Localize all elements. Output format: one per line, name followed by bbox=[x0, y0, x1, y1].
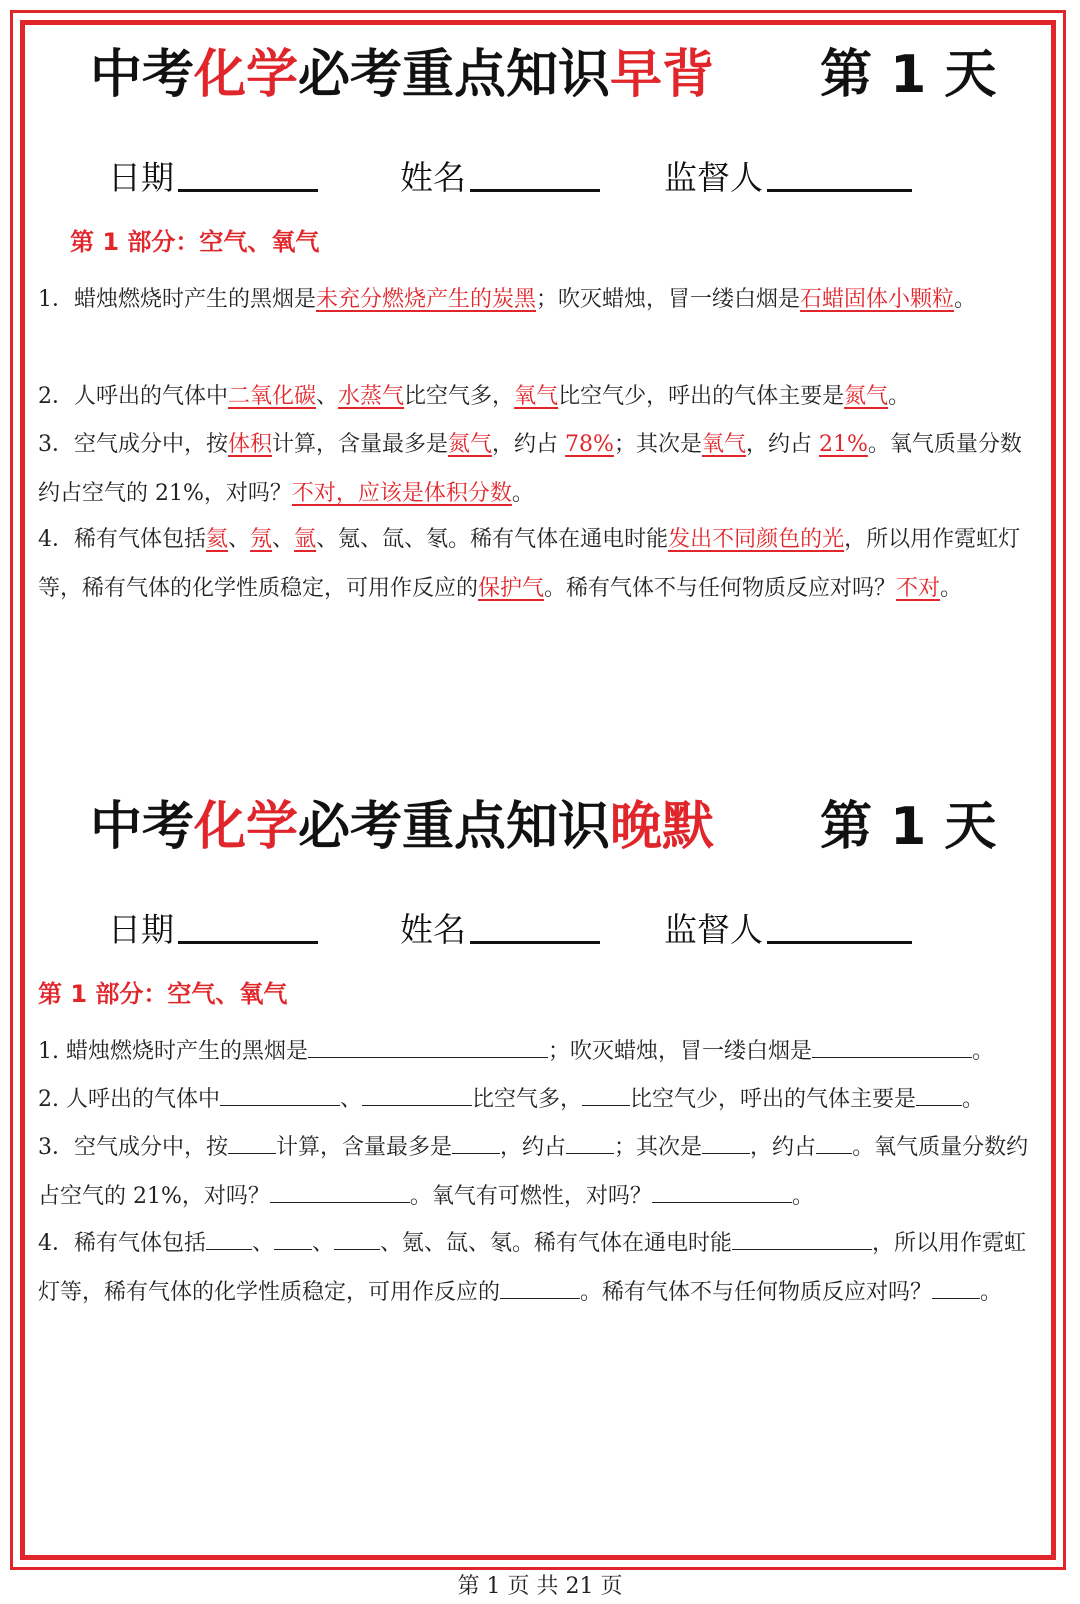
fill-blank[interactable] bbox=[334, 1223, 380, 1250]
title-text: 中考 bbox=[90, 45, 195, 105]
fill-blank[interactable] bbox=[816, 1127, 852, 1154]
fill-blank[interactable] bbox=[812, 1031, 972, 1058]
answer: 21% bbox=[818, 432, 868, 457]
section-heading: 第 1 部分：空气、氧气 bbox=[38, 980, 288, 1008]
morning-question-1: 1．蜡烛燃烧时产生的黑烟是未充分燃烧产生的炭黑；吹灭蜡烛，冒一缕白烟是石蜡固体小颗粒。 bbox=[38, 287, 977, 312]
fill-blank[interactable] bbox=[702, 1127, 750, 1154]
date-label: 日期 bbox=[108, 910, 174, 949]
morning-question-4: 4．稀有气体包括氦、氖、氩、氪、氙、氡。稀有气体在通电时能发出不同颜色的光，所以用作霓虹灯等，稀有气体的化学性质稳定，可用作反应的保护气。稀有气体不与任何物质反应对吗？不对。 bbox=[38, 527, 1021, 601]
answer: 氦 bbox=[206, 527, 229, 552]
supervisor-label: 监督人 bbox=[664, 910, 763, 949]
fill-blank[interactable] bbox=[362, 1079, 472, 1106]
fill-blank[interactable] bbox=[932, 1272, 980, 1299]
date-input-line[interactable] bbox=[178, 153, 318, 192]
answer: 氮气 bbox=[448, 432, 493, 457]
answer: 78% bbox=[565, 432, 614, 457]
day-label: 第 1 天 bbox=[820, 797, 997, 857]
supervisor-field bbox=[664, 905, 912, 955]
supervisor-label: 监督人 bbox=[664, 158, 763, 197]
fill-blank[interactable] bbox=[652, 1176, 792, 1203]
name-field bbox=[400, 153, 600, 203]
title-text-red: 化学 bbox=[194, 797, 299, 857]
supervisor-input-line[interactable] bbox=[767, 153, 912, 192]
fill-blank[interactable] bbox=[582, 1079, 630, 1106]
answer: 氖 bbox=[250, 527, 273, 552]
fill-blank[interactable] bbox=[452, 1127, 500, 1154]
fill-blank[interactable] bbox=[500, 1272, 580, 1299]
supervisor-field bbox=[664, 153, 912, 203]
answer: 二氧化碳 bbox=[228, 384, 317, 409]
morning-fields bbox=[108, 153, 1008, 203]
fill-blank[interactable] bbox=[308, 1031, 548, 1058]
fill-blank[interactable] bbox=[274, 1223, 312, 1250]
name-input-line[interactable] bbox=[470, 905, 600, 944]
title-text-red: 化学 bbox=[194, 45, 299, 105]
answer: 发出不同颜色的光 bbox=[668, 527, 845, 552]
evening-question-3: 3．空气成分中，按 计算，含量最多是 ，约占 ；其次是 ，约占 。氧气质量分数约占空气的 21%，对吗？ 。氧气有可燃性，对吗？ 。 bbox=[38, 1124, 1038, 1221]
date-field bbox=[108, 905, 318, 955]
name-field bbox=[400, 905, 600, 955]
evening-question-2: 2. 人呼出的气体中 、 比空气多， 比空气少，呼出的气体主要是 。 bbox=[38, 1076, 1038, 1125]
morning-question-2: 2．人呼出的气体中二氧化碳、水蒸气比空气多，氧气比空气少，呼出的气体主要是氮气。 bbox=[38, 384, 911, 409]
title-text: 必考重点知识 bbox=[298, 797, 611, 857]
morning-title bbox=[90, 40, 1050, 110]
evening-title bbox=[90, 792, 1050, 862]
fill-blank[interactable] bbox=[220, 1079, 340, 1106]
page-footer: 第 1 页 共 21 页 bbox=[457, 1574, 623, 1599]
fill-blank[interactable] bbox=[270, 1176, 410, 1203]
date-label: 日期 bbox=[108, 158, 174, 197]
name-input-line[interactable] bbox=[470, 153, 600, 192]
fill-blank[interactable] bbox=[916, 1079, 962, 1106]
title-text-red: 早背 bbox=[610, 45, 715, 105]
answer: 氧气 bbox=[514, 384, 559, 409]
answer: 未充分燃烧产生的炭黑 bbox=[316, 287, 537, 312]
answer: 氮气 bbox=[844, 384, 889, 409]
answer: 不对，应该是体积分数 bbox=[291, 480, 512, 506]
answer: 保护气 bbox=[478, 575, 545, 601]
title-text-red: 晚默 bbox=[610, 797, 715, 857]
fill-blank[interactable] bbox=[566, 1127, 614, 1154]
name-label: 姓名 bbox=[400, 158, 466, 197]
date-input-line[interactable] bbox=[178, 905, 318, 944]
date-field bbox=[108, 153, 318, 203]
evening-fields bbox=[108, 905, 1008, 955]
fill-blank[interactable] bbox=[206, 1223, 252, 1250]
title-text: 必考重点知识 bbox=[298, 45, 611, 105]
evening-question-1: 1. 蜡烛燃烧时产生的黑烟是 ；吹灭蜡烛，冒一缕白烟是 。 bbox=[38, 1028, 1038, 1077]
answer: 氧气 bbox=[701, 432, 746, 457]
answer: 体积 bbox=[228, 432, 273, 457]
answer: 石蜡固体小颗粒 bbox=[800, 287, 955, 312]
day-label: 第 1 天 bbox=[820, 45, 997, 105]
fill-blank[interactable] bbox=[732, 1223, 872, 1250]
answer: 水蒸气 bbox=[338, 384, 405, 409]
name-label: 姓名 bbox=[400, 910, 466, 949]
fill-blank[interactable] bbox=[228, 1127, 276, 1154]
section-heading: 第 1 部分：空气、氧气 bbox=[70, 228, 320, 256]
evening-question-4: 4．稀有气体包括 、 、 、氪、氙、氡。稀有气体在通电时能 ，所以用作霓虹灯等，稀有气体的化学性质稳定，可用作反应的 。稀有气体不与任何物质反应对吗？ 。 bbox=[38, 1220, 1038, 1317]
supervisor-input-line[interactable] bbox=[767, 905, 912, 944]
title-text: 中考 bbox=[90, 797, 195, 857]
answer: 氩 bbox=[294, 527, 317, 552]
morning-question-3: 3．空气成分中，按体积计算，含量最多是氮气，约占 78%；其次是氧气，约占 21%。氧气质量分数约占空气的 21%，对吗？不对，应该是体积分数。 bbox=[38, 432, 1022, 506]
answer: 不对 bbox=[896, 575, 941, 601]
